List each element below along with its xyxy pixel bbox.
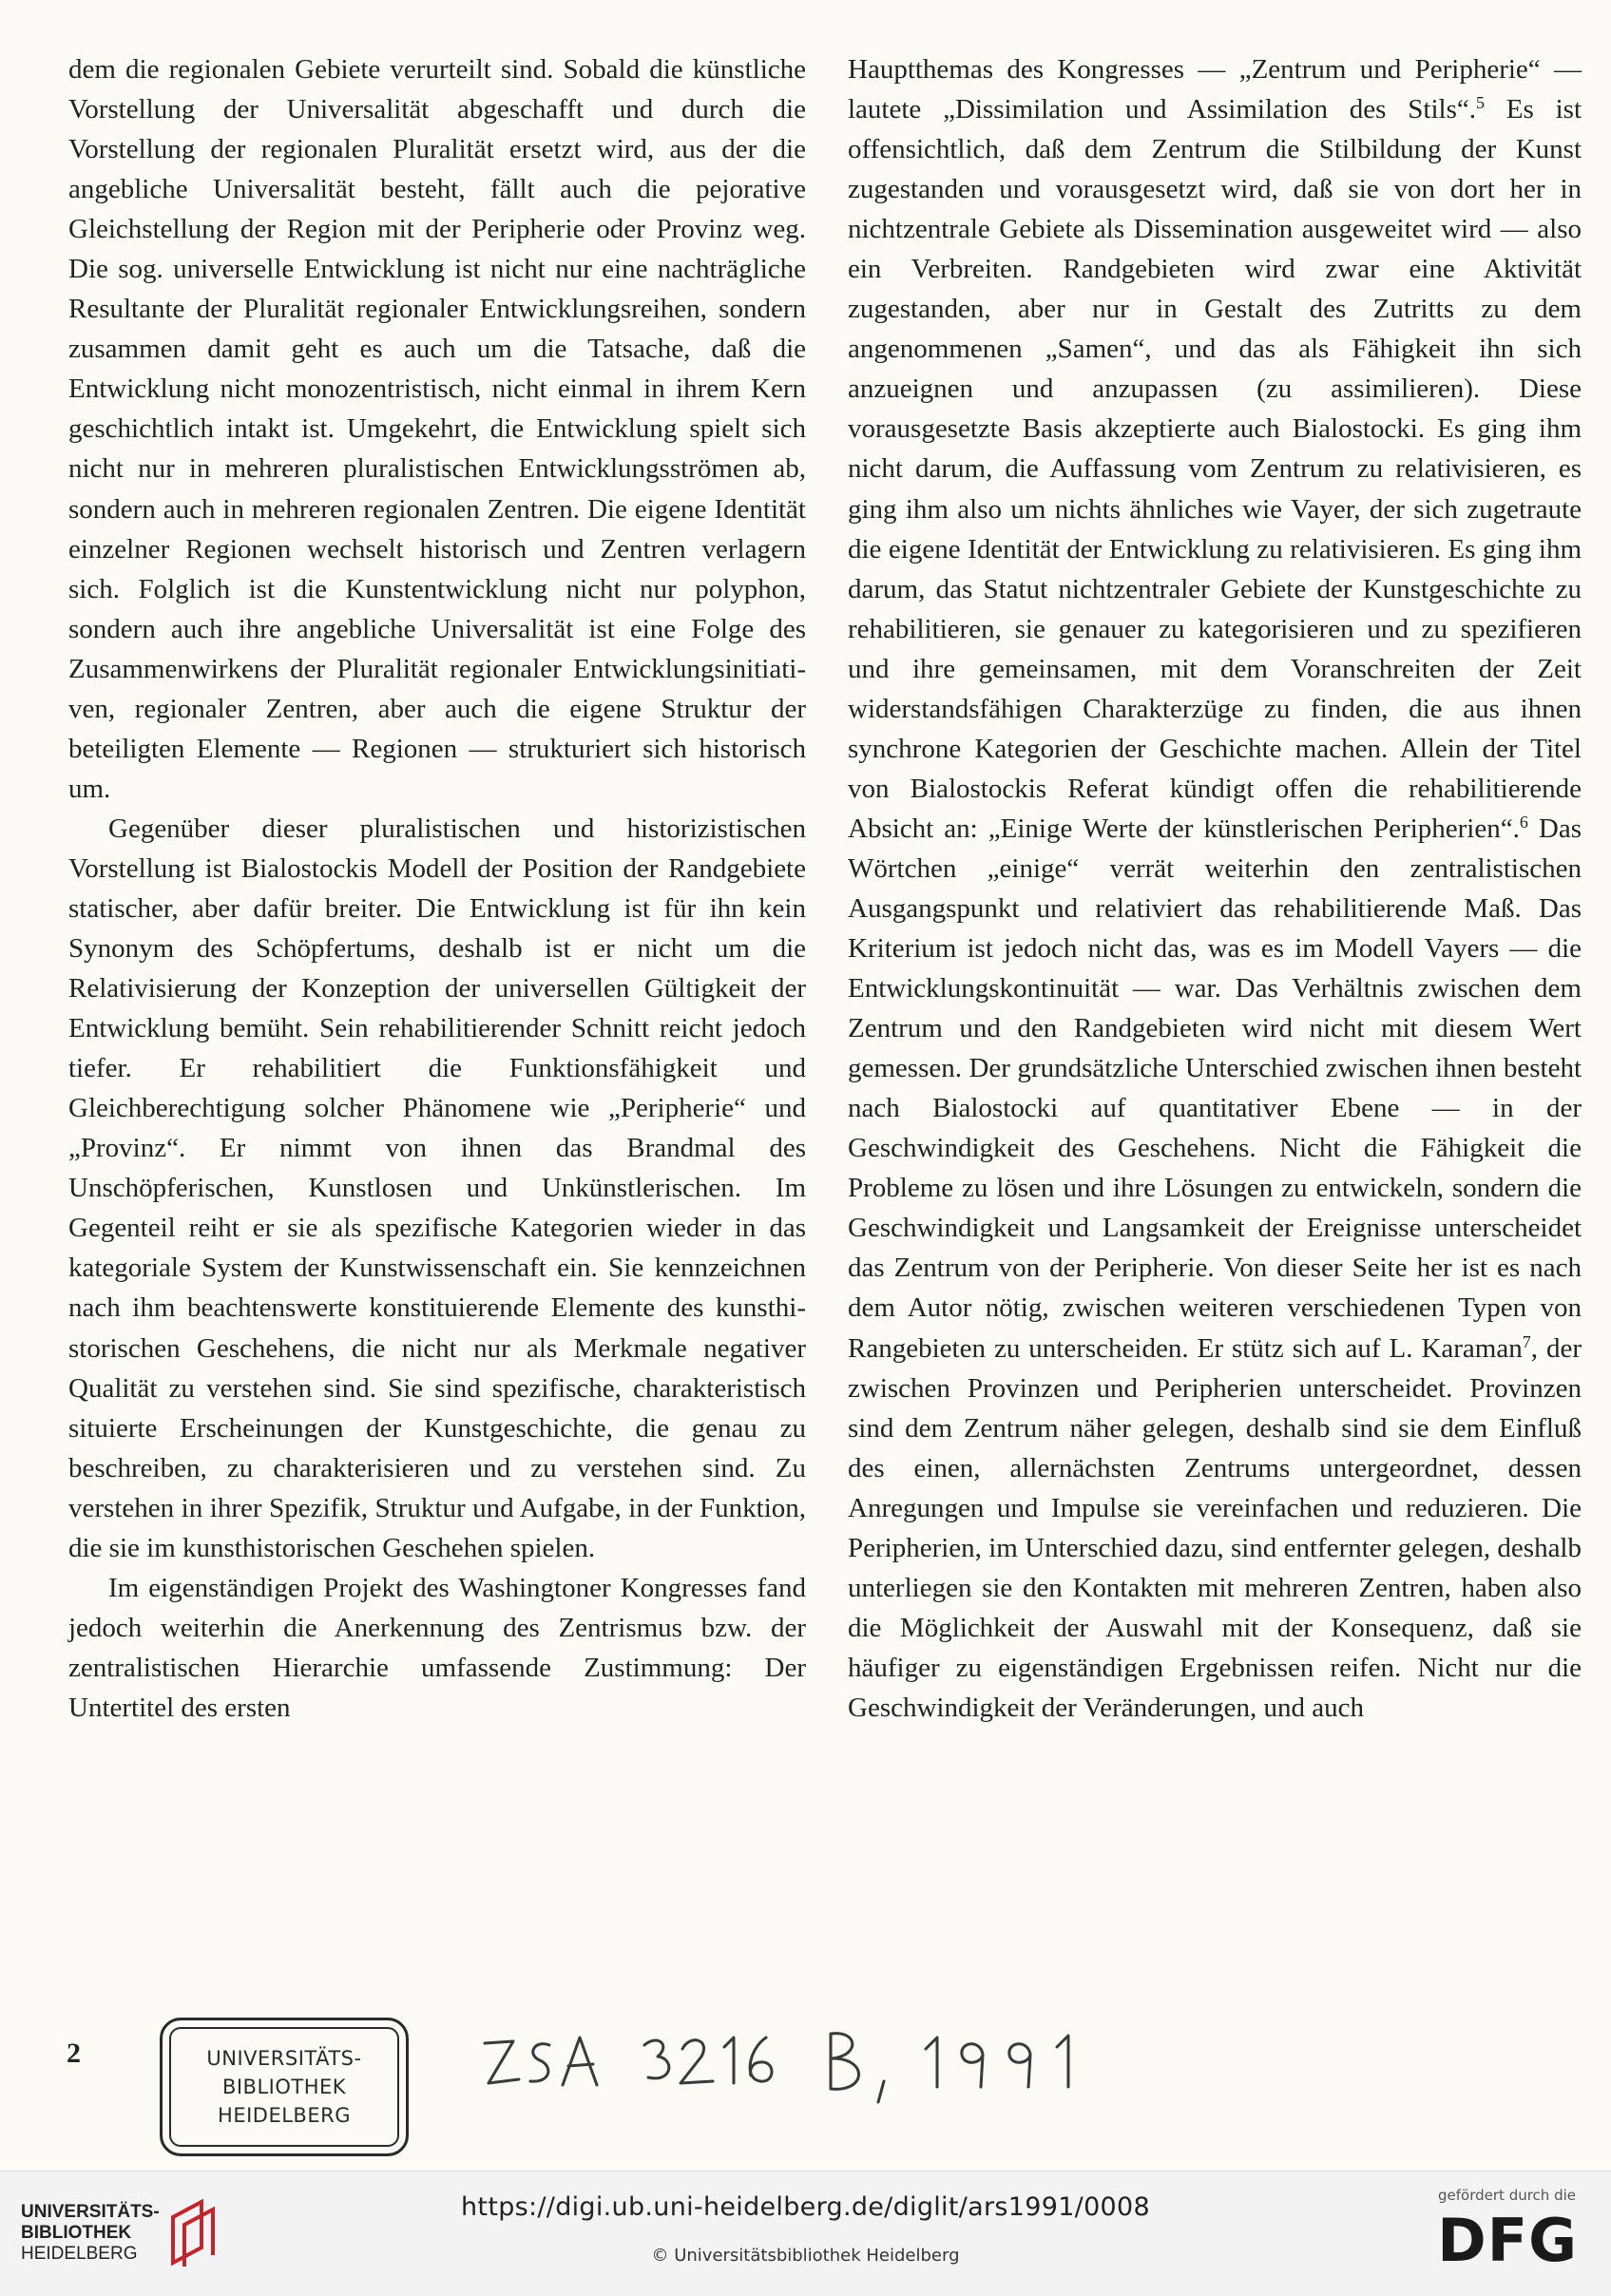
logo-line: HEIDELBERG	[21, 2244, 138, 2264]
footnote-ref: 5	[1475, 93, 1485, 113]
text-run: , der zwischen Provinzen und Peripherien unterscheidet. Provinzen sind dem Zentrum näher gelegen, deshalb sind sie dem Einfluß des einen, allernächsten Zentrums untergeordnet, dessen Anregungen und Impulse sie vereinfachen und reduzieren. Die Peripherien, im Unterschied dazu, sind entfernter gelegen, deshalb unterliegen sie den Kontakten mit mehreren Zentren, haben also die Möglichkeit der Auswahl mit der Konsequenz, daß sie häufiger zu eigenständigen Ergebnissen reifen. Nicht nur die Geschwindigkeit der Veränderungen, und auch	[848, 1332, 1582, 1723]
library-stamp	[160, 2018, 409, 2156]
paragraph: Im eigenständigen Projekt des Washingtoner Kongresses fand jedoch weiterhin die Anerkennung des Zentrismus bzw. der zentralistischen Hierarchie umfassende Zustimmung: Der Untertitel des ersten	[68, 1572, 806, 1723]
handwritten-shelfmark	[481, 2017, 1089, 2112]
permalink-url[interactable]: https://digi.ub.uni-heidelberg.de/diglit/ars1991/0008	[461, 2192, 1150, 2222]
stamp-line: HEIDELBERG	[218, 2104, 351, 2127]
paragraph: dem die regionalen Gebiete verurteilt sind. Sobald die künstliche Vorstellung der Universalität abgeschafft und durch die Vorstellung der regionalen Pluralität ersetzt wird, aus der die angebliche Universalität besteht, fällt auch die pejorative Gleichstellung der Region mit der Peripherie oder Provinz weg. Die sog. universelle Entwicklung ist nicht nur eine nachträgliche Resultante der Pluralität regionaler Entwicklungsreihen, sondern zusammen damit geht es auch um die Tatsache, daß die Entwicklung nicht monozentristisch, nicht einmal in ihrem Kern geschichtlich intakt ist. Umgekehrt, die Entwicklung spielt sich nicht nur in mehreren pluralistischen Entwicklungsströmen ab, sondern auch in mehreren regionalen Zentren. Die eigene Identität einzelner Regionen wechselt historisch und Zentren verlagern sich. Folglich ist die Kunstentwicklung nicht nur polyphon, sondern auch ihre angebliche Universalität ist eine Folge des Zusammenwirkens der Pluralität regionaler Entwicklungsinitiativen, regionaler Zentren, aber auch die eigene Struktur der beteiligten Elemente — Regionen — strukturiert sich historisch um.	[68, 54, 806, 804]
svg-text:ZSA 3216 B, 1991: ZSA 3216 B, 1991	[481, 2017, 490, 2018]
dfg-logo[interactable]: DFG	[1437, 2206, 1578, 2275]
right-text-column	[848, 49, 1582, 1728]
text-run: Hauptthemas des Kongresses — „Zentrum und Peripherie“ — lautete „Dissimilation und Assimilation des Stils“.	[848, 54, 1582, 125]
footnote-ref: 6	[1519, 812, 1528, 832]
copyright-notice: © Universitätsbibliothek Heidelberg	[651, 2246, 960, 2266]
paragraph: Gegenüber dieser pluralistischen und historizistischen Vorstellung ist Bialostockis Modell der Position der Randgebiete statischer, aber dafür breiter. Die Entwicklung ist für ihn kein Synonym des Schöpfertums, deshalb ist er nicht um die Relativisierung der Konzeption der universellen Gültigkeit der Entwicklung bemüht. Sein rehabilitierender Schnitt reicht jedoch tiefer. Er rehabilitiert die Funktionsfähigkeit und Gleichberechtigung solcher Phänomene wie „Peripherie“ und „Provinz“. Er nimmt von ihnen das Brandmal des Unschöpferischen, Kunstlosen und Unkünstlerischen. Im Gegenteil reiht er sie als spezifische Kategorien wieder in das kategoriale System der Kunstwissenschaft ein. Sie kennzeichnen nach ihm beachtenswerte konstituierende Elemente des kunsthistorischen Geschehens, die nicht nur als Merkmale negativer Qualität zu verstehen sind. Sie sind spezifische, charakteristisch situierte Erscheinungen der Kunstgeschichte, die genau zu beschreiben, zu charakterisieren und zu verstehen sind. Zu verstehen in ihrer Spezifik, Struktur und Aufgabe, in der Funktion, die sie im kunsthistorischen Geschehen spielen.	[68, 813, 806, 1563]
text-run: Es ist offensichtlich, daß dem Zentrum die Stilbildung der Kunst zugestanden und vorausgesetzt wird, daß sie von dort her in nichtzentrale Gebiete als Dissemination ausgeweitet wird — also ein Verbreiten. Randgebieten wird zwar eine Aktivität zugestanden, aber nur in Gestalt des Zutritts zu dem angenommenen „Samen“, und das als Fähigkeit ihn sich anzueignen und anzupassen (zu assimilieren). Diese vorausgesetzte Basis akzeptierte auch Bialostocki. Es ging ihm nicht darum, die Auffassung vom Zentrum zu relativisieren, es ging ihm also um nichts ähnliches wie Vayer, der sich zugetraute die eigene Identität der Entwicklung zu relativisieren. Es ging ihm darum, das Statut nichtzentraler Gebiete der Kunstgeschichte zu rehabilitieren, sie genauer zu kategorisieren und zu spezifieren und ihre gemeinsamen, mit dem Voranschreiten der Zeit widerstandsfähigen Charakterzüge zu finden, die aus ihnen synchrone Kategorien der Geschichte machen. Allein der Titel von Bialostockis Referat kündigt offen die rehabilitierende Absicht an: „Einige Werte der künstlerischen Peripherien“.	[848, 94, 1582, 844]
stamp-line: UNIVERSITÄTS-	[206, 2047, 362, 2070]
logo-line: UNIVERSITÄTS-	[21, 2202, 160, 2222]
logo-line: BIBLIOTHEK	[21, 2223, 132, 2243]
footnote-ref: 7	[1522, 1331, 1531, 1351]
viewer-footer	[0, 2171, 1611, 2296]
page-number: 2	[67, 2038, 81, 2069]
left-text-column	[68, 49, 806, 1728]
stamp-line: BIBLIOTHEK	[221, 2076, 347, 2098]
dfg-caption: gefördert durch die	[1438, 2187, 1576, 2204]
text-run: Das Wörtchen „einige“ verrät weiterhin den zentralistischen Ausgangspunkt und relativiert das rehabilitierende Maß. Das Kriterium ist jedoch nicht das, was es im Modell Vayers — die Entwicklungskontinuität — war. Das Verhältnis zwischen dem Zentrum und den Randgebieten wird nicht mit diesem Wert gemessen. Der grundsätzliche Unterschied zwischen ihnen besteht nach Bialostocki auf quantitativer Ebene — in der Geschwindigkeit des Geschehens. Nicht die Fähigkeit die Probleme zu lösen und ihre Lösungen zu entwickeln, sondern die Geschwindigkeit und Langsamkeit der Ereignisse unterscheidet das Zentrum von der Peripherie. Von dieser Seite her ist es nach dem Autor nötig, zwischen weiteren verschiedenen Typen von Rangebieten zu unterscheiden. Er stütz sich auf L. Karaman	[848, 813, 1582, 1364]
paragraph	[848, 49, 1582, 1728]
